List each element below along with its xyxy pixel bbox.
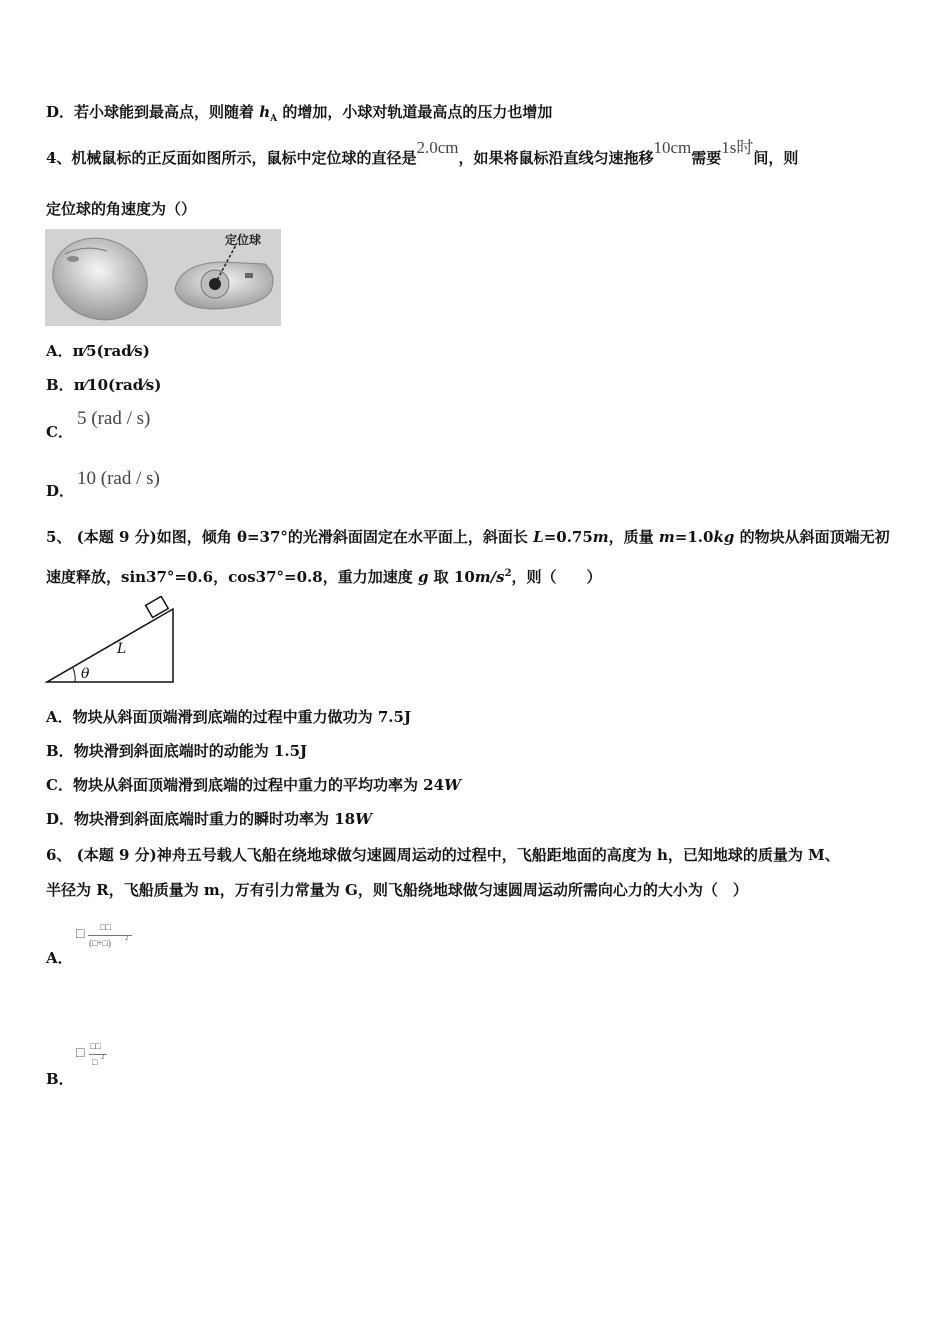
- q5-stem-line1: 5、 (本题 9 分)如图，倾角 θ=37°的光滑斜面固定在水平面上，斜面长 L=0.75m，质量 m=1.0kg 的物块从斜面顶端无初: [46, 528, 890, 546]
- q4-option-c-value: 5 (rad / s): [77, 408, 151, 429]
- q4-option-a: A．π⁄5(rad⁄s): [46, 342, 150, 360]
- incline-label-theta: θ: [81, 666, 90, 682]
- q5-option-a: A．物块从斜面顶端滑到底端的过程中重力做功为 7.5J: [46, 708, 412, 726]
- q5-stem-line2: 速度释放，sin37°=0.6，cos37°=0.8，重力加速度 g 取 $10m/s^2$，则（ ）: [46, 568, 602, 586]
- q5-option-c: C．物块从斜面顶端滑到底端的过程中重力的平均功率为 24W: [46, 776, 461, 794]
- q4-option-d-value: 10 (rad / s): [77, 468, 160, 489]
- q6-option-b-formula: □ □□ □ 2: [76, 1043, 116, 1073]
- incline-diagram: [45, 596, 177, 686]
- mouse-figure-label: 定位球: [225, 233, 262, 247]
- q5-option-b: B．物块滑到斜面底端时的动能为 1.5J: [46, 742, 308, 760]
- q6-option-a: A．: [46, 949, 73, 967]
- q6-option-b: B．: [46, 1070, 74, 1088]
- q6-option-a-formula: □ □□ (□+□) 2: [76, 924, 140, 954]
- q5-option-d: D．物块滑到斜面底端时重力的瞬时功率为 18W: [46, 810, 372, 828]
- q6-stem-line2: 半径为 R，飞船质量为 m，万有引力常量为 G，则飞船绕地球做匀速圆周运动所需向心力的大小为（ ）: [46, 881, 748, 899]
- incline-label-l: L: [117, 641, 127, 657]
- q4-option-d: D．: [46, 482, 75, 500]
- incline-figure: [45, 596, 177, 686]
- q6-stem-line1: 6、 (本题 9 分)神舟五号载人飞船在绕地球做匀速圆周运动的过程中，飞船距地面的高度为 h，已知地球的质量为 M、: [46, 846, 840, 864]
- q4-stem-line2: 定位球的角速度为（）: [46, 200, 197, 218]
- q4-stem-line1: 4、机械鼠标的正反面如图所示，鼠标中定位球的直径是2.0cm，如果将鼠标沿直线匀速拖移10cm需要1s时间，则: [46, 138, 799, 167]
- q4-option-b: B．π⁄10(rad⁄s): [46, 376, 162, 394]
- mouse-figure: [45, 229, 281, 326]
- q3-option-d: D．若小球能到最高点，则随着 $h_A$ 的增加，小球对轨道最高点的压力也增加: [46, 103, 553, 124]
- q4-option-c: C．: [46, 423, 73, 441]
